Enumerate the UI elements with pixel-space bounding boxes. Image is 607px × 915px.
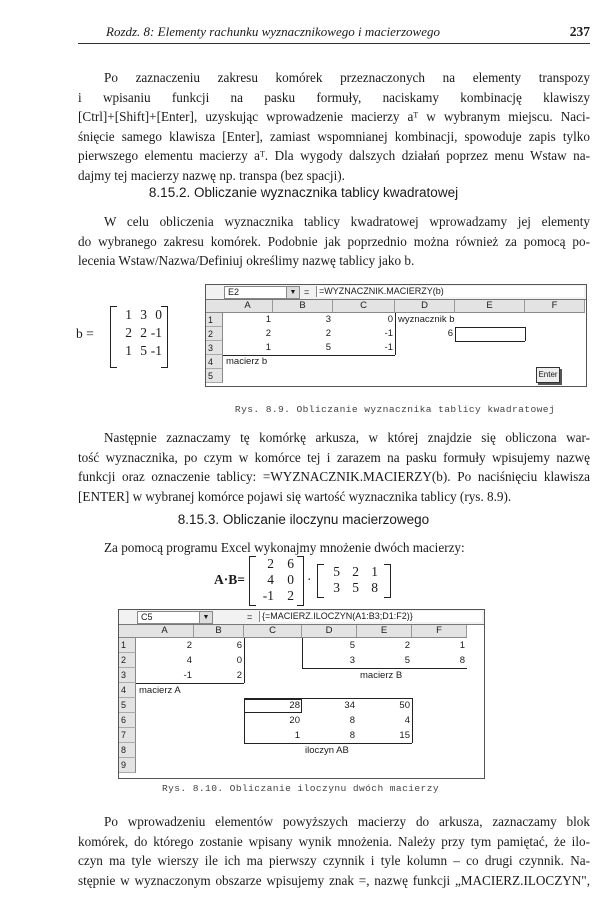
formula-bar <box>119 610 484 625</box>
column-header-a[interactable]: A <box>136 625 194 638</box>
matrix-element: -1 <box>150 343 162 358</box>
range-border <box>455 327 456 341</box>
cell-c5[interactable]: 28 <box>289 700 300 711</box>
paragraph-product-steps <box>78 812 590 890</box>
text-line: i wpisaniu funkcji na pasku formuły, naciskamy kombinację klawiszy <box>78 89 590 105</box>
column-header-b[interactable]: B <box>194 625 244 638</box>
text-line: tość wyznacznika, po czym w komórce tej i zarazem na pasku formuły wpisujemy nazwę <box>78 449 590 465</box>
row-header-1[interactable]: 1 <box>206 313 223 327</box>
matrix-bracket-left <box>249 556 256 606</box>
cell-c2[interactable]: 2 <box>325 328 331 339</box>
paragraph-product-intro: Za pomocą programu Excel wykonajmy mnożenie dwóch macierzy: <box>104 540 465 555</box>
cell-b1[interactable]: 1 <box>265 314 271 325</box>
cell-f1[interactable]: 1 <box>459 640 465 651</box>
column-header-f[interactable]: F <box>412 625 467 638</box>
column-header-d[interactable]: D <box>395 300 455 313</box>
cell-d7[interactable]: 8 <box>349 730 355 741</box>
column-header-c[interactable]: C <box>244 625 302 638</box>
paragraph-determinant-steps <box>78 428 590 506</box>
product-label: A·B= <box>214 572 245 587</box>
text-line: czyn ma tyle wierszy ile ich ma pierwszy czynnik i tyle kolumn – co drugi czynnik. Na- <box>78 853 590 868</box>
text-line: Po wprowadzeniu elementów powyższych macierzy do arkusza, zaznaczamy blok <box>104 814 590 829</box>
range-border <box>136 683 244 684</box>
sheet-corner[interactable] <box>119 625 137 638</box>
range-border <box>245 699 301 700</box>
cell-b2[interactable]: 0 <box>236 655 242 666</box>
text-line: lecenia Wstaw/Nazwa/Definiuj określimy nazwę tablicy jako b. <box>78 253 415 268</box>
matrix-element: 3 <box>140 307 147 322</box>
cell-b1[interactable]: 6 <box>236 640 242 651</box>
cell-b2[interactable]: 2 <box>265 328 271 339</box>
paragraph-transposition <box>78 68 590 185</box>
cell-d1[interactable]: 0 <box>387 314 393 325</box>
text-line: W celu obliczenia wyznacznika tablicy kwadratowej wprowadzamy jej elementy <box>104 214 590 229</box>
cell-e1[interactable]: 2 <box>404 640 410 651</box>
matrix-bracket-left <box>317 564 324 598</box>
dot-operator: · <box>307 572 312 587</box>
cell-d1[interactable]: 5 <box>349 640 355 651</box>
paragraph-determinant-intro <box>78 212 590 271</box>
text-line: stępnie w wyznaczonym obszarze wpisujemy znak =, nazwę funkcji „MACIERZ.ILOCZYN", <box>78 872 590 888</box>
matrix-element: 0 <box>155 307 162 322</box>
matrix-b-label: b = <box>76 326 94 341</box>
chevron-down-icon[interactable]: ▼ <box>286 286 300 299</box>
row-header-5[interactable]: 5 <box>206 369 223 383</box>
equals-icon: = <box>247 612 253 622</box>
matrix-element: -1 <box>150 325 162 340</box>
range-border <box>223 355 395 356</box>
row-header-2[interactable]: 2 <box>119 653 136 668</box>
column-header-e[interactable]: E <box>357 625 412 638</box>
cell-f2[interactable]: 8 <box>459 655 465 666</box>
formula-bar <box>206 285 586 300</box>
matrix-element: 2 <box>267 556 274 571</box>
matrix-bracket-right <box>161 306 168 368</box>
row-header-4[interactable]: 4 <box>119 683 136 698</box>
cell-a4[interactable]: macierz A <box>139 685 181 696</box>
range-border <box>412 698 413 743</box>
row-header-8[interactable]: 8 <box>119 743 136 758</box>
matrix-bracket-right <box>384 564 391 598</box>
matrix-element: 8 <box>371 580 378 595</box>
matrix-bracket-left <box>110 306 117 368</box>
matrix-element: 6 <box>287 556 294 571</box>
cell-b4[interactable]: macierz b <box>226 356 268 367</box>
column-header-c[interactable]: C <box>333 300 395 313</box>
range-border <box>455 341 525 342</box>
formula-input[interactable]: =WYZNACZNIK.MACIERZY(b) <box>316 286 584 297</box>
formula-input[interactable]: {=MACIERZ.ILOCZYN(A1:B3;D1:F2)} <box>259 611 482 622</box>
row-header-7[interactable]: 7 <box>119 728 136 743</box>
matrix-bracket-right <box>297 556 304 606</box>
row-header-1[interactable]: 1 <box>119 638 136 653</box>
text-line: [ENTER] w wybranej komórce pojawi się wartość wyznacznika tablicy (rys. 8.9). <box>78 488 512 504</box>
cell-d3[interactable]: -1 <box>384 342 393 353</box>
cell-d2[interactable]: 3 <box>349 655 355 666</box>
cell-b3[interactable]: 1 <box>265 342 271 353</box>
cell-a2[interactable]: 4 <box>186 655 192 666</box>
column-header-e[interactable]: E <box>455 300 525 313</box>
row-header-2[interactable]: 2 <box>206 327 223 341</box>
matrix-element: 5 <box>333 564 340 579</box>
figure-caption-8-9: Rys. 8.9. Obliczanie wyznacznika tablicy kwadratowej <box>234 404 556 415</box>
page-number: 237 <box>569 24 590 39</box>
text-line: Następnie zaznaczamy tę komórkę arkusza, w której znajdzie się obliczona war- <box>104 430 590 445</box>
cell-e3[interactable]: macierz B <box>360 670 403 681</box>
row-header-9[interactable]: 9 <box>119 758 136 773</box>
row-header-3[interactable]: 3 <box>119 668 136 683</box>
column-header-a[interactable]: A <box>223 300 273 313</box>
cell-e7[interactable]: 15 <box>399 730 410 741</box>
matrix-element: 2 <box>352 564 359 579</box>
name-box[interactable]: C5 <box>137 611 202 624</box>
matrix-element: 2 <box>140 325 147 340</box>
enter-key-icon: Enter <box>536 367 560 383</box>
cell-d6[interactable]: 8 <box>349 715 355 726</box>
column-header-b[interactable]: B <box>273 300 333 313</box>
range-border <box>455 327 525 328</box>
cell-a1[interactable]: 2 <box>186 640 192 651</box>
range-border <box>244 743 412 744</box>
sheet-corner[interactable] <box>206 300 224 313</box>
column-header-d[interactable]: D <box>302 625 357 638</box>
cell-e2[interactable]: 6 <box>447 328 453 339</box>
row-header-4[interactable]: 4 <box>206 355 223 369</box>
cell-c6[interactable]: 20 <box>289 715 300 726</box>
matrix-element: 1 <box>371 564 378 579</box>
text-line: komórek, do którego zostanie wpisany wynik mnożenia. Należy przy tym pamiętać, że ilo- <box>78 833 590 849</box>
equals-icon: = <box>304 287 310 297</box>
range-border <box>244 638 245 683</box>
cell-d2[interactable]: -1 <box>384 328 393 339</box>
section-heading-product: 8.15.3. Obliczanie iloczynu macierzowego <box>177 512 430 527</box>
text-line: Po zaznaczeniu zakresu komórek przeznaczonych na elementy transpozy <box>104 70 590 85</box>
row-header-3[interactable]: 3 <box>206 341 223 355</box>
text-line: funkcji oraz oznaczenie tablicy: =WYZNACZNIK.MACIERZY(b). Po naciśnięciu klawisza <box>78 469 590 484</box>
range-border <box>525 327 526 341</box>
text-line: [Ctrl]+[Shift]+[Enter], uzyskując wprowadzenie macierzy aᵀ w wybranym miejscu. Naci- <box>78 109 590 124</box>
name-box[interactable]: E2 <box>224 286 289 299</box>
column-header-f[interactable]: F <box>525 300 585 313</box>
range-border <box>245 712 301 713</box>
range-border <box>244 698 245 743</box>
cell-c3[interactable]: 5 <box>325 342 331 353</box>
running-header <box>78 24 590 42</box>
matrix-element: 2 <box>125 325 132 340</box>
matrix-element: 3 <box>333 580 340 595</box>
text-line: do wybranego zakresu komórek. Podobnie jak poprzednio można również za pomocą po- <box>78 233 590 249</box>
range-border <box>395 313 396 355</box>
cell-b3[interactable]: 2 <box>236 670 242 681</box>
header-rule <box>78 43 590 44</box>
matrix-element: 0 <box>287 572 294 587</box>
range-border <box>301 698 302 713</box>
section-heading-determinant: 8.15.2. Obliczanie wyznacznika tablicy kwadratowej <box>148 185 459 200</box>
cell-c1[interactable]: 3 <box>325 314 331 325</box>
matrix-element: 1 <box>125 307 132 322</box>
matrix-element: 5 <box>140 343 147 358</box>
chevron-down-icon[interactable]: ▼ <box>199 611 213 624</box>
cell-d5[interactable]: 34 <box>344 700 355 711</box>
matrix-element: 1 <box>125 343 132 358</box>
figure-caption-8-10: Rys. 8.10. Obliczanie iloczynu dwóch macierzy <box>161 783 440 794</box>
row-header-6[interactable]: 6 <box>119 713 136 728</box>
matrix-element: 2 <box>287 588 294 603</box>
cell-a3[interactable]: -1 <box>183 670 192 681</box>
spreadsheet-determinant <box>205 284 587 387</box>
cell-d8[interactable]: iloczyn AB <box>305 745 349 756</box>
matrix-element: 4 <box>267 572 274 587</box>
text-line: dajmy tej macierzy nazwę np. transpa (bez spacji). <box>78 167 345 183</box>
range-border <box>302 668 467 669</box>
range-border <box>302 638 303 668</box>
spreadsheet-product <box>118 609 485 779</box>
cell-e6[interactable]: 4 <box>404 715 410 726</box>
cell-e5[interactable]: 50 <box>399 700 410 711</box>
cell-e1[interactable]: wyznacznik b <box>398 314 455 325</box>
matrix-element: -1 <box>262 588 274 603</box>
running-title: Rozdz. 8: Elementy rachunku wyznacznikowego i macierzowego <box>106 24 440 39</box>
text-line: śnięcie samego klawisza [Enter], zamiast wspomnianej kombinacji, spowoduje zapis tylko <box>78 128 590 144</box>
cell-e2[interactable]: 5 <box>404 655 410 666</box>
row-header-5[interactable]: 5 <box>119 698 136 713</box>
matrix-element: 5 <box>352 580 359 595</box>
text-line: pierwszego elementu macierzy aᵀ. Dla wygody dalszych działań poprzez menu Wstaw na- <box>78 148 590 163</box>
cell-c7[interactable]: 1 <box>294 730 300 741</box>
